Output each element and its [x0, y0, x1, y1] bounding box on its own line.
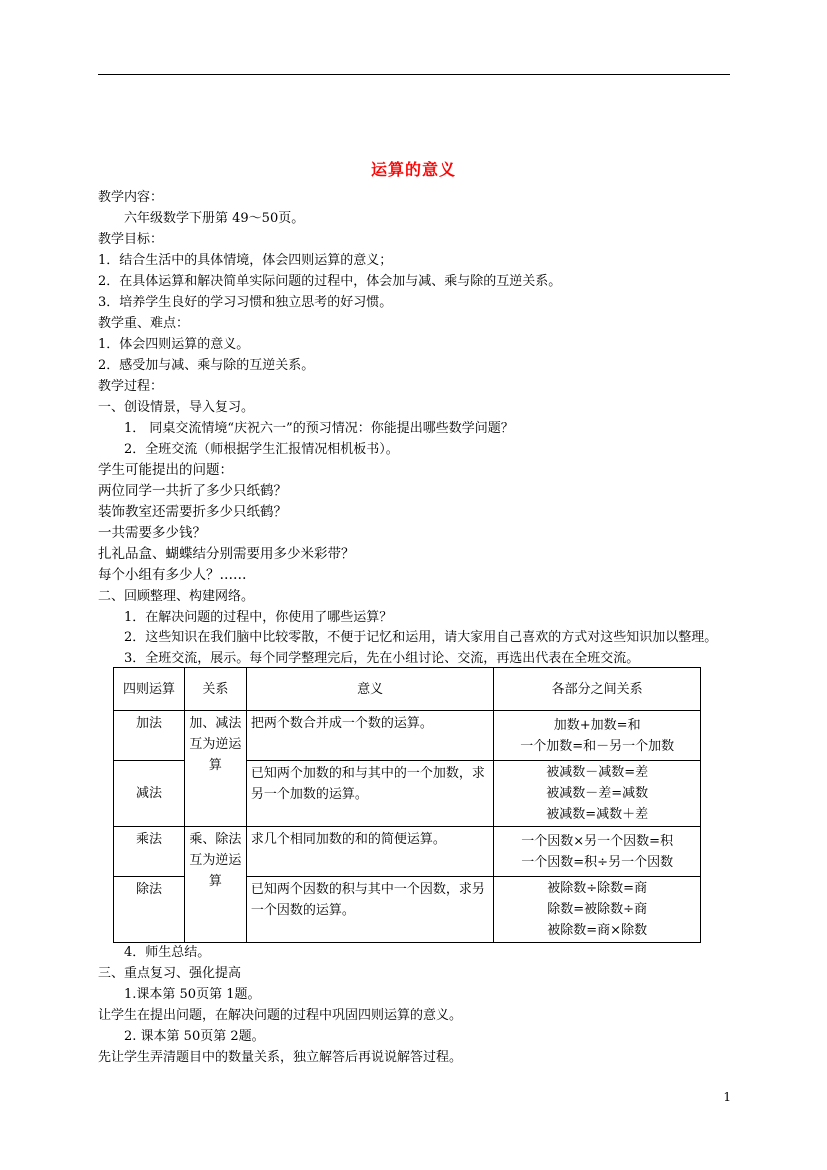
- relation-formula-cell: [494, 877, 701, 943]
- list-item: 2．感受加与减、乘与除的互逆关系。: [98, 358, 315, 373]
- operation-cell: 乘法: [114, 827, 185, 877]
- header-rule: [98, 74, 730, 75]
- list-item: 1． 同桌交流情境“庆祝六一”的预习情况：你能提出哪些数学问题？: [124, 421, 514, 436]
- page-title: 运算的意义: [370, 160, 456, 179]
- formula: 一个因数=积÷另一个因数: [521, 854, 674, 870]
- formula: 被减数－差=减数: [546, 786, 649, 801]
- section-label: 教学过程：: [98, 379, 164, 394]
- text-line: 学生可能提出的问题：: [98, 462, 233, 478]
- header-cell: 关系: [184, 668, 246, 711]
- list-item: 2．这些知识在我们脑中比较零散，不便于记忆和运用，请大家用自己喜欢的方式对这些知识加以整理。: [124, 630, 718, 645]
- table-header-row: [114, 668, 701, 711]
- operation-cell: 减法: [114, 761, 185, 827]
- question-item: 装饰教室还需要折多少只纸鹤？: [98, 504, 287, 520]
- formula: 被减数－减数=差: [546, 765, 649, 780]
- text-line: 六年级数学下册第 49～50页。: [124, 211, 305, 226]
- relation-cell: 乘、除法互为逆运算: [184, 827, 246, 943]
- table-row: [114, 711, 701, 761]
- formula: 被除数÷除数=商: [547, 881, 648, 896]
- operation-cell: 除法: [114, 877, 185, 943]
- list-item: 1．结合生活中的具体情境，体会四则运算的意义；: [98, 253, 393, 268]
- relation-cell: 加、减法互为逆运算: [184, 711, 246, 827]
- question-item: 扎礼品盒、蝴蝶结分别需要用多少米彩带？: [98, 546, 355, 562]
- section-label: 教学内容：: [98, 190, 164, 205]
- relation-formula-cell: [494, 827, 701, 877]
- meaning-cell: 已知两个因数的积与其中一个因数，求另一个因数的运算。: [246, 877, 494, 943]
- meaning-cell: 已知两个加数的和与其中的一个加数，求另一个加数的运算。: [246, 761, 494, 827]
- section-heading: 三、重点复习、强化提高: [98, 966, 242, 981]
- formula: 被减数=减数＋差: [546, 807, 649, 822]
- list-item: 1．在解决问题的过程中，你使用了哪些运算？: [124, 610, 393, 625]
- list-item: 4．师生总结。: [124, 945, 211, 960]
- formula: 一个因数×另一个因数=积: [521, 833, 674, 849]
- list-item: 2．全班交流（师根据学生汇报情况相机板书）。: [124, 442, 399, 457]
- list-item: 2．在具体运算和解决简单实际问题的过程中，体会加与减、乘与除的互逆关系。: [98, 274, 562, 289]
- relation-formula-cell: [494, 761, 701, 827]
- list-item: 1．体会四则运算的意义。: [98, 337, 250, 352]
- section-heading: 一、创设情景，导入复习。: [98, 400, 255, 415]
- meaning-cell: 求几个相同加数的和的简便运算。: [246, 827, 494, 877]
- text-line: 先让学生弄清题目中的数量关系，独立解答后再说说解答过程。: [98, 1050, 463, 1065]
- section-heading: 二、回顾整理、构建网络。: [98, 589, 255, 604]
- text-line: 让学生在提出问题，在解决问题的过程中巩固四则运算的意义。: [98, 1008, 463, 1023]
- header-cell: 意义: [246, 668, 494, 711]
- operation-cell: 加法: [114, 711, 185, 761]
- header-cell: 四则运算: [114, 668, 185, 711]
- list-item: 3．培养学生良好的学习习惯和独立思考的好习惯。: [98, 295, 393, 310]
- meaning-cell: 把两个数合并成一个数的运算。: [246, 711, 494, 761]
- document-body: [98, 187, 730, 669]
- formula: 一个加数=和－另一个加数: [520, 738, 675, 754]
- list-item: 2. 课本第 50页第 2题。: [124, 1029, 265, 1044]
- list-item: 3．全班交流，展示。每个同学整理完后，先在小组讨论、交流，再选出代表在全班交流。: [124, 651, 640, 666]
- formula: 除数=被除数÷商: [547, 902, 648, 917]
- page-number: 1: [723, 1090, 731, 1104]
- table-row: [114, 827, 701, 877]
- list-item: 1.课本第 50页第 1题。: [124, 987, 261, 1002]
- formula: 加数+加数=和: [553, 717, 641, 733]
- formula: 被除数=商×除数: [547, 923, 648, 938]
- section-label: 教学目标：: [98, 232, 164, 247]
- section-label: 教学重、难点：: [98, 316, 190, 331]
- question-item: 每个小组有多少人？……: [98, 567, 247, 583]
- relation-formula-cell: [494, 711, 701, 761]
- operations-table: [113, 667, 701, 943]
- header-cell: 各部分之间关系: [494, 668, 701, 711]
- question-item: 两位同学一共折了多少只纸鹤？: [98, 483, 287, 499]
- question-item: 一共需要多少钱？: [98, 525, 206, 541]
- document-body-continued: [98, 942, 730, 1068]
